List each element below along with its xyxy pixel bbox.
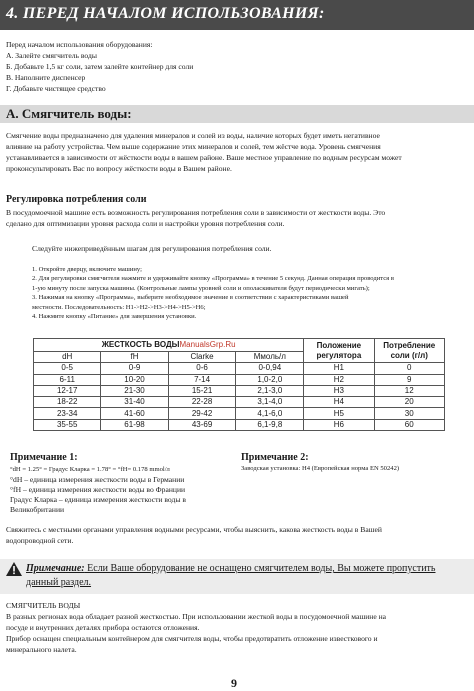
softener-line: Прибор оснащен специальным контейнером для смягчителя воды, чтобы предотвратить отложение известкового и [6,634,378,643]
chapter-title: 4. ПЕРЕД НАЧАЛОМ ИСПОЛЬЗОВАНИЯ: [6,5,325,22]
page-number: 9 [231,676,237,690]
section-a-title: А. Смягчитель воды: [6,106,132,121]
note-line: °dH – единица измерения жесткости воды в Германии [10,475,185,484]
col-header-clarke: Clarke [168,352,236,363]
paragraph-line: устанавливается в зависимости от жёсткости воды в вашем районе. Ваше местное управление по водным ресурсам может [6,153,402,162]
watermark-text: ManualsGrp.Ru [179,340,236,349]
paragraph-line: влияние на работу устройства. Чем выше содержание этих минералов и солей, тем жёстче вода. Уровень смягчения [6,142,381,151]
intro-step: Б. Добавьте 1,5 кг соли, затем залейте контейнер для соли [6,62,194,71]
softener-line: В разных регионах вода обладает разной жесткостью. При использовании жесткой воды в посудомоечной машине на [6,612,387,621]
note-line: Градус Кларка – единица измерения жесткости воды в [10,495,186,504]
intro-step: Г. Добавьте чистящее средство [6,84,106,93]
note2-title: Примечание 2: [241,452,309,463]
step-line: 1. Откройте дверцу, включите машину; [32,266,142,273]
table-row: 0-5 0-9 0-6 0-0,94 H1 0 [34,363,445,374]
col-header-fh: fH [101,352,168,363]
paragraph-line: В посудомоечной машине есть возможность регулирования потребления соли в зависимости от жесткости воды. Это [6,208,386,217]
salt-subheading: Регулировка потребления соли [6,194,147,205]
salt-header: Потребление соли (г/л) [374,339,445,363]
note1-lines [10,465,186,515]
chapter-header [0,0,474,30]
softener-heading: СМЯГЧИТЕЛЬ ВОДЫ [6,601,81,610]
softener-line: посуде и внутренних деталях прибора остаются отложения. [6,623,200,632]
warning-line2-wrap [26,577,91,588]
intro-step: В. Наполните диспенсер [6,73,86,82]
hardness-group-header: ЖЕСТКОСТЬ ВОДЫManualsGrp.Ru [34,339,304,352]
section-a-header [0,105,474,123]
warning-label: Примечание: [26,563,85,574]
contact-line: Свяжитесь с местными органами управления водными ресурсами, чтобы выяснить, какова жесткость воды в Вашей [6,525,382,534]
hardness-table [33,338,445,431]
paragraph-line: сделано для оптимизации уровня расхода соли и настройки уровня потребления соли. [6,219,285,228]
follow-steps: Следуйте нижеприведённым шагам для регулирования потребления соли. [32,244,272,253]
table-row: 12-17 21-30 15-21 2,1-3,0 H3 12 [34,385,445,396]
col-header-mmol: Ммоль/л [236,352,304,363]
step-line: 3. Нажимая на кнопку «Программа», выберите необходимое значение в соответствии с характеристиками вашей [32,294,349,302]
paragraph-line: проконсультировать Вас по вопросу жёсткости воды в Вашем районе. [6,164,232,173]
table-row: 35-55 61-98 43-69 6,1-9,8 H6 60 [34,419,445,430]
table-row: 23-34 41-60 29-42 4,1-6,0 H5 30 [34,408,445,419]
table-row: 18-22 31-40 22-28 3,1-4,0 H4 20 [34,397,445,408]
step-line: 2. Для регулировки смягчителя нажмите и удерживайте кнопку «Программа» в течение 5 секунд. Данная операция проводится в [32,275,394,283]
table-row: 6-11 10-20 7-14 1,0-2,0 H2 9 [34,374,445,385]
paragraph-line: Смягчение воды предназначено для удаления минералов и солей из воды, наличие которых будет иметь негативное [6,131,380,140]
note2-line: Заводская установка: H4 (Европейская норма EN 50242) [241,465,400,472]
warning-icon [6,562,22,576]
note-line: Великобритании [10,505,65,514]
softener-line: минерального налета. [6,645,77,654]
note1-title: Примечание 1: [10,452,78,463]
step-line: 1-ую минуту после запуска машины. (Контрольные лампы уровней соли и ополаскивателя будут периодически мигать); [32,284,370,292]
note-line: °dH = 1.25° = Градус Кларка = 1.78° = °fH= 0.178 mmol/л [10,466,170,473]
note-line: °fH – единица измерения жесткости воды во Франции [10,485,186,494]
adjust-steps [32,265,394,321]
col-header-dh: dH [34,352,101,363]
contact-line: водопроводной сети. [6,536,74,545]
regulator-header: Положение регулятора [304,339,374,363]
warning-line1: Если Ваше оборудование не оснащено смягчителем воды, Вы можете пропустить [84,563,436,574]
intro-lead: Перед началом использования оборудования: [6,40,153,49]
warning-box [0,559,474,594]
step-line: местности. Последовательность: H1->H2->H3->H4->H5->H6; [32,303,206,311]
intro-step: А. Залейте смягчитель воды [6,51,97,60]
warning-line2: данный раздел. [26,577,92,588]
step-line: 4. Нажмите кнопку «Питание» для завершения установки. [32,313,197,321]
warning-text [26,563,436,574]
